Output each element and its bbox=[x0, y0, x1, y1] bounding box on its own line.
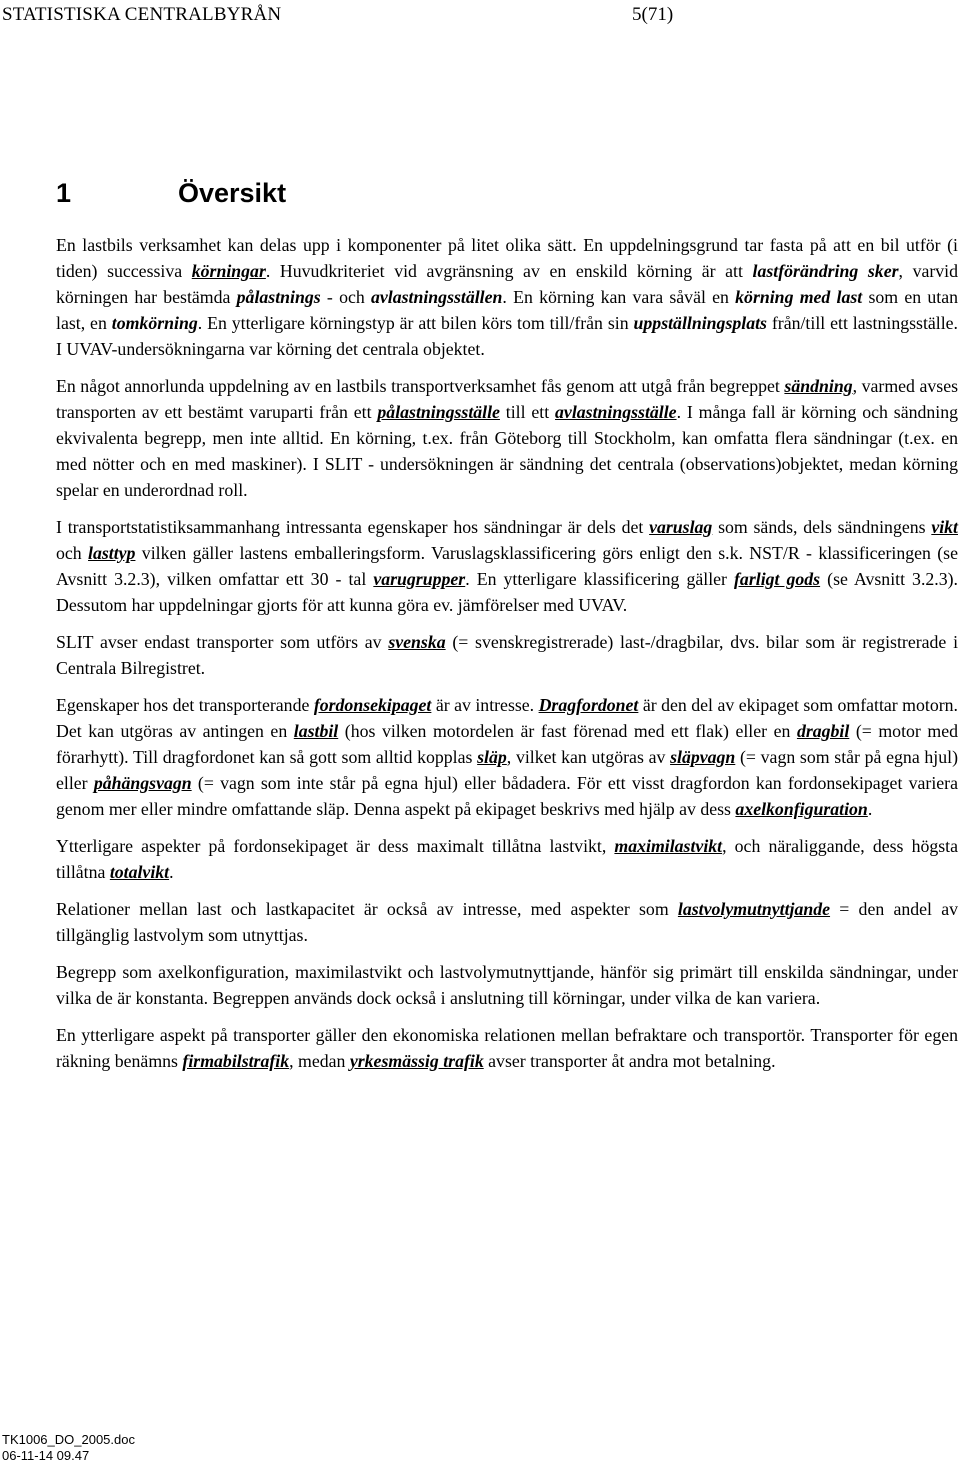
paragraph bbox=[56, 232, 958, 362]
term-emphasis: lastbil bbox=[293, 721, 339, 741]
term-emphasis: avlastningsställe bbox=[555, 402, 677, 422]
paragraph-text: . En ytterligare klassificering gäller bbox=[465, 569, 735, 589]
paragraph-text: , varmed avses transporten av ett bestämt varuparti från ett bbox=[56, 376, 959, 422]
paragraph-text: En lastbils verksamhet kan delas upp i komponenter på litet olika sätt. En uppdelningsgrund tar fasta på att en bil utför (i tiden) successiva bbox=[56, 235, 958, 281]
paragraph-text: som en utan last, en bbox=[56, 287, 958, 333]
paragraph-text: . bbox=[867, 799, 873, 819]
term-emphasis: axelkonfiguration bbox=[735, 799, 868, 819]
paragraph-text: En något annorlunda uppdelning av en lastbils transportverksamhet fås genom att utgå från begreppet bbox=[56, 376, 785, 396]
term-emphasis: sändning bbox=[784, 376, 853, 396]
paragraph bbox=[56, 896, 958, 948]
term-emphasis: farligt gods bbox=[734, 569, 821, 589]
paragraph-text: Ytterligare aspekter på fordonsekipaget är dess maximalt tillåtna lastvikt, bbox=[56, 836, 615, 856]
term-emphasis: dragbil bbox=[796, 721, 850, 741]
term-emphasis: avlastningsställen bbox=[370, 287, 503, 307]
paragraph-text: . En ytterligare körningstyp är att bilen körs tom till/från sin bbox=[197, 313, 634, 333]
term-emphasis: svenska bbox=[388, 632, 446, 652]
term-emphasis: släpvagn bbox=[670, 747, 736, 767]
footer-filename: TK1006_DO_2005.doc bbox=[2, 1432, 135, 1447]
term-emphasis: Dragfordonet bbox=[538, 695, 639, 715]
paragraph-text: Egenskaper hos det transporterande bbox=[56, 695, 314, 715]
paragraph-text: . I många fall är körning och sändning ekvivalenta begrepp, men inte alltid. En körning, t.ex. från Göteborg till Stockholm, kan omfatta flera sändningar (t.ex. en med nötter och en med maskiner). I SLIT - undersökningen är sändning det centrala (observations)objektet, medan körning spelar en underordnad roll. bbox=[56, 402, 958, 500]
section-heading bbox=[56, 178, 286, 209]
term-emphasis: fordonsekipaget bbox=[313, 695, 432, 715]
term-emphasis: körningar bbox=[191, 261, 266, 281]
term-emphasis: pålastningsställe bbox=[377, 402, 500, 422]
term-emphasis: vikt bbox=[931, 517, 958, 537]
paragraph bbox=[56, 692, 958, 822]
paragraph-text: (= vagn som står på egna hjul) eller bbox=[56, 747, 958, 793]
header-organization: STATISTISKA CENTRALBYRÅN bbox=[2, 4, 282, 25]
footer-timestamp: 06-11-14 09.47 bbox=[2, 1448, 90, 1463]
paragraph bbox=[56, 514, 958, 618]
paragraph bbox=[56, 959, 958, 1011]
term-emphasis: totalvikt bbox=[109, 862, 170, 882]
paragraph-text: från/till ett lastningsställe. I UVAV-undersökningarna var körning det centrala objektet. bbox=[56, 313, 958, 359]
paragraph-text: , och näraliggande, dess högsta tillåtna bbox=[56, 836, 958, 882]
section-title: Översikt bbox=[178, 178, 287, 208]
paragraph-text: (= motor med förarhytt). Till dragfordonet kan så gott som alltid kopplas bbox=[56, 721, 958, 767]
term-emphasis: firmabilstrafik bbox=[182, 1051, 290, 1071]
term-emphasis: yrkesmässig trafik bbox=[349, 1051, 484, 1071]
paragraph-text: Begrepp som axelkonfiguration, maximilastvikt och lastvolymutnyttjande, hänför sig primärt till enskilda sändningar, under vilka de är konstanta. Begreppen används dock också i anslutning till körningar, under vilka de kan variera. bbox=[56, 962, 958, 1008]
paragraph-text: . Huvudkriteriet vid avgränsning av en enskild körning är att bbox=[265, 261, 753, 281]
paragraph-text: som sänds, dels sändningens bbox=[712, 517, 932, 537]
paragraph-text: En ytterligare aspekt på transporter gäller den ekonomiska relationen mellan befraktare och transportör. Transporter för egen räkning benämns bbox=[56, 1025, 958, 1071]
paragraph bbox=[56, 833, 958, 885]
paragraph-text: I transportstatistiksammanhang intressanta egenskaper hos sändningar är dels det bbox=[56, 517, 650, 537]
term-emphasis: körning med last bbox=[735, 287, 863, 307]
paragraph-text: vilken gäller lastens emballeringsform. Varuslagsklassificering görs enligt den s.k. NST/R - klassificeringen (se Avsnitt 3.2.3), vilken omfattar ett 30 - tal bbox=[56, 543, 958, 589]
body-text bbox=[56, 232, 958, 1085]
term-emphasis: varugrupper bbox=[373, 569, 466, 589]
term-emphasis: lastvolymutnyttjande bbox=[677, 899, 831, 919]
term-emphasis: lasttyp bbox=[88, 543, 136, 563]
paragraph-text: SLIT avser endast transporter som utförs av bbox=[56, 632, 389, 652]
term-emphasis: pålastnings bbox=[236, 287, 321, 307]
paragraph bbox=[56, 373, 958, 503]
paragraph-text: , medan bbox=[289, 1051, 350, 1071]
paragraph-text: , varvid körningen har bestämda bbox=[56, 261, 958, 307]
paragraph-text: och bbox=[56, 543, 89, 563]
term-emphasis: påhängsvagn bbox=[93, 773, 192, 793]
paragraph-text: till ett bbox=[499, 402, 556, 422]
paragraph-text: är av intresse. bbox=[431, 695, 539, 715]
paragraph-text: (hos vilken motordelen är fast förenad med ett flak) eller en bbox=[338, 721, 797, 741]
paragraph-text: . En körning kan vara såväl en bbox=[502, 287, 736, 307]
paragraph-text: . bbox=[169, 862, 174, 882]
paragraph bbox=[56, 1022, 958, 1074]
footer bbox=[2, 1432, 135, 1464]
paragraph-text: (= vagn som inte står på egna hjul) eller bådadera. För ett visst dragfordon kan fordonsekipaget variera genom mer eller mindre omfattande släp. Denna aspekt på ekipaget beskrivs med hjälp av dess bbox=[56, 773, 958, 819]
paragraph-text: , vilket kan utgöras av bbox=[506, 747, 671, 767]
paragraph-text: = den andel av tillgänglig lastvolym som utnyttjas. bbox=[56, 899, 958, 945]
term-emphasis: släp bbox=[477, 747, 507, 767]
term-emphasis: lastförändring sker bbox=[752, 261, 899, 281]
term-emphasis: varuslag bbox=[649, 517, 713, 537]
section-number: 1 bbox=[56, 178, 72, 208]
paragraph-text: avser transporter åt andra mot betalning. bbox=[483, 1051, 776, 1071]
paragraph bbox=[56, 629, 958, 681]
paragraph-text: Relationer mellan last och lastkapacitet är också av intresse, med aspekter som bbox=[56, 899, 678, 919]
term-emphasis: uppställningsplats bbox=[633, 313, 767, 333]
term-emphasis: tomkörning bbox=[111, 313, 198, 333]
paragraph-text: är den del av ekipaget som omfattar motorn. Det kan utgöras av antingen en bbox=[56, 695, 958, 741]
header-page-number: 5(71) bbox=[632, 4, 674, 25]
term-emphasis: maximilastvikt bbox=[614, 836, 723, 856]
paragraph-text: (se Avsnitt 3.2.3). Dessutom har uppdelningar gjorts för att kunna göra ev. jämförelser med UVAV. bbox=[56, 569, 958, 615]
paragraph-text: - och bbox=[320, 287, 371, 307]
paragraph-text: (= svenskregistrerade) last-/dragbilar, dvs. bilar som är registrerade i Centrala Bilregistret. bbox=[56, 632, 959, 678]
